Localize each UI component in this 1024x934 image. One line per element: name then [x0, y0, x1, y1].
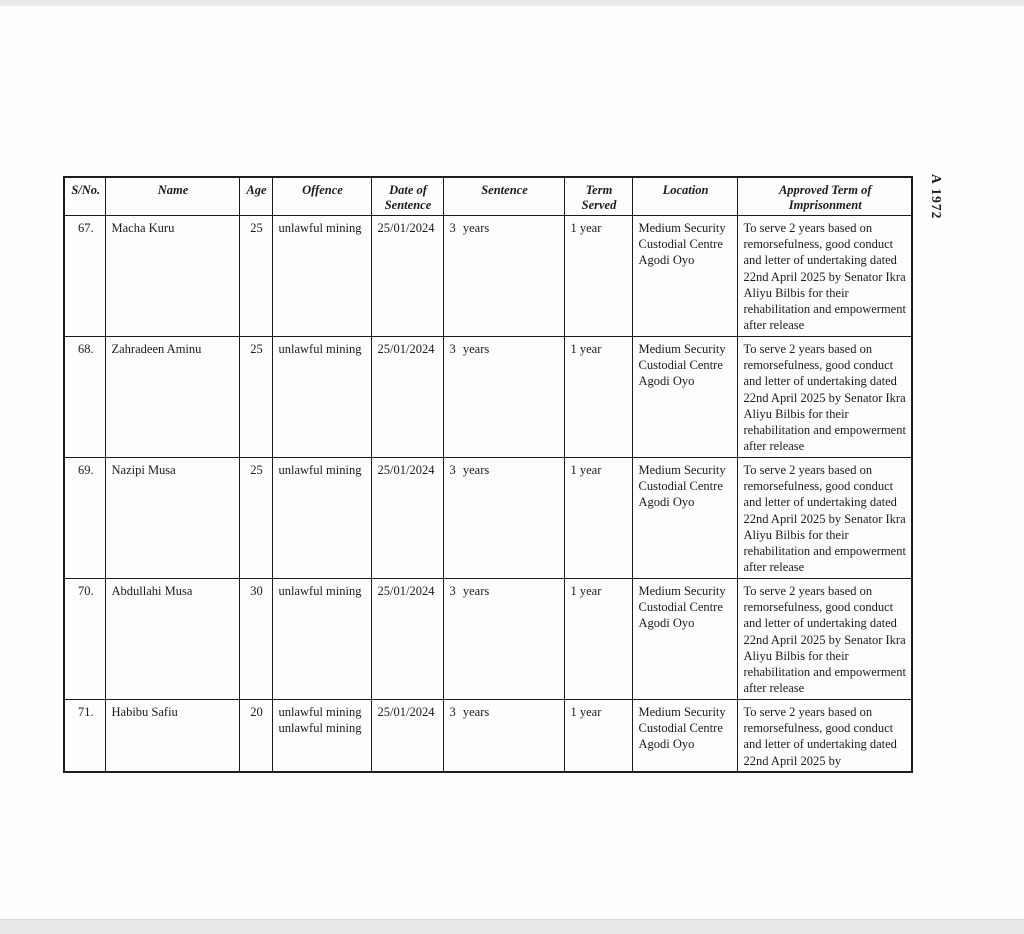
- cell-name: Macha Kuru: [105, 216, 239, 337]
- cell-sno: 69.: [64, 458, 105, 579]
- column-header-approved-term: Approved Term of Imprisonment: [737, 177, 912, 216]
- cell-term: 1 year: [564, 216, 632, 337]
- cell-offence: unlawful mining: [272, 458, 371, 579]
- cell-name: Abdullahi Musa: [105, 579, 239, 700]
- cell-sentence: 3 years: [443, 700, 564, 772]
- cell-sentence: 3 years: [443, 337, 564, 458]
- cell-location: Medium Security Custodial Centre Agodi Oyo: [632, 458, 737, 579]
- table-row: [64, 700, 912, 772]
- cell-offence: unlawful mining: [272, 216, 371, 337]
- cell-date: 25/01/2024: [371, 216, 443, 337]
- cell-age: 25: [239, 337, 272, 458]
- cell-location: Medium Security Custodial Centre Agodi Oyo: [632, 579, 737, 700]
- cell-sno: 67.: [64, 216, 105, 337]
- cell-term: 1 year: [564, 700, 632, 772]
- scan-edge-bottom: [0, 919, 1024, 934]
- document-page: [0, 6, 1024, 919]
- cell-offence: unlawful mining: [272, 579, 371, 700]
- cell-date: 25/01/2024: [371, 458, 443, 579]
- page-margin-label: A 1972: [929, 174, 944, 220]
- column-header-term-served: Term Served: [564, 177, 632, 216]
- cell-sno: 68.: [64, 337, 105, 458]
- cell-approved: To serve 2 years based on remorsefulness, good conduct and letter of undertaking dated 22nd April 2025 by Senator Ikra Aliyu Bilbis for their rehabilitation and empowerment after release: [737, 216, 912, 337]
- table-header-row: [64, 177, 912, 216]
- cell-name: Zahradeen Aminu: [105, 337, 239, 458]
- cell-sentence: 3 years: [443, 579, 564, 700]
- column-header-offence: Offence: [272, 177, 371, 216]
- cell-sentence: 3 years: [443, 458, 564, 579]
- column-header-name: Name: [105, 177, 239, 216]
- table-row: [64, 579, 912, 700]
- cell-sentence: 3 years: [443, 216, 564, 337]
- cell-age: 25: [239, 216, 272, 337]
- cell-sno: 70.: [64, 579, 105, 700]
- column-header-location: Location: [632, 177, 737, 216]
- cell-name: Habibu Safiu: [105, 700, 239, 772]
- cell-approved: To serve 2 years based on remorsefulness, good conduct and letter of undertaking dated 22nd April 2025 by Senator Ikra Aliyu Bilbis for their rehabilitation and empowerment after release: [737, 458, 912, 579]
- cell-location: Medium Security Custodial Centre Agodi Oyo: [632, 700, 737, 772]
- cell-age: 25: [239, 458, 272, 579]
- cell-name: Nazipi Musa: [105, 458, 239, 579]
- inmates-register-table: [63, 176, 913, 773]
- column-header-sno: S/No.: [64, 177, 105, 216]
- table-row: [64, 458, 912, 579]
- cell-offence: unlawful mining: [272, 337, 371, 458]
- cell-age: 20: [239, 700, 272, 772]
- cell-approved: To serve 2 years based on remorsefulness, good conduct and letter of undertaking dated 22nd April 2025 by: [737, 700, 912, 772]
- cell-age: 30: [239, 579, 272, 700]
- column-header-sentence: Sentence: [443, 177, 564, 216]
- cell-date: 25/01/2024: [371, 579, 443, 700]
- column-header-age: Age: [239, 177, 272, 216]
- cell-location: Medium Security Custodial Centre Agodi Oyo: [632, 337, 737, 458]
- column-header-date-of-sentence: Date of Sentence: [371, 177, 443, 216]
- table-row: [64, 337, 912, 458]
- cell-term: 1 year: [564, 458, 632, 579]
- table-row: [64, 216, 912, 337]
- cell-term: 1 year: [564, 337, 632, 458]
- cell-term: 1 year: [564, 579, 632, 700]
- cell-offence: unlawful mining unlawful mining: [272, 700, 371, 772]
- cell-date: 25/01/2024: [371, 337, 443, 458]
- cell-sno: 71.: [64, 700, 105, 772]
- cell-approved: To serve 2 years based on remorsefulness, good conduct and letter of undertaking dated 22nd April 2025 by Senator Ikra Aliyu Bilbis for their rehabilitation and empowerment after release: [737, 579, 912, 700]
- cell-date: 25/01/2024: [371, 700, 443, 772]
- cell-location: Medium Security Custodial Centre Agodi Oyo: [632, 216, 737, 337]
- cell-approved: To serve 2 years based on remorsefulness, good conduct and letter of undertaking dated 22nd April 2025 by Senator Ikra Aliyu Bilbis for their rehabilitation and empowerment after release: [737, 337, 912, 458]
